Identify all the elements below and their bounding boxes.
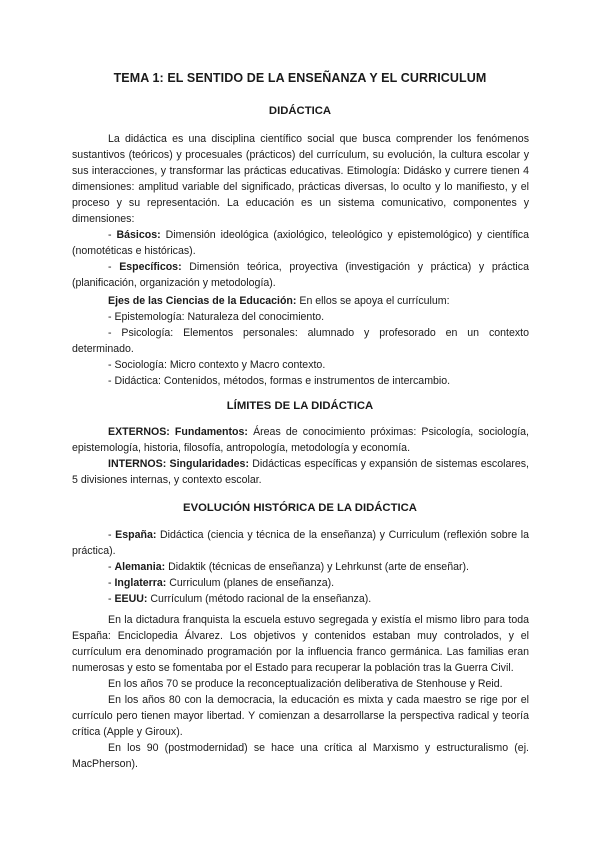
externos-label: EXTERNOS: Fundamentos: <box>108 426 248 438</box>
history-block <box>72 612 529 772</box>
history-paragraph: En los 90 (postmodernidad) se hace una crítica al Marxismo y estructuralismo (ej. MacPherson). <box>72 742 529 770</box>
history-paragraph: En los años 80 con la democracia, la educación es mixta y cada maestro se rige por el currículo pero tienen mayor libertad. Y comienzan a desarrollarse la perspectiva radical y teoría crítica (Apple y Giroux). <box>72 694 529 738</box>
basicos-text: Dimensión ideológica (axiológico, teleológico y epistemológico) y científica (nomotéticas e históricas). <box>72 229 529 257</box>
ejes-item: - Didáctica: Contenidos, métodos, formas e instrumentos de intercambio. <box>108 375 451 387</box>
ejes-item: - Psicología: Elementos personales: alumnado y profesorado en un contexto determinado. <box>72 327 529 355</box>
history-paragraph: En la dictadura franquista la escuela estuvo segregada y existía el mismo libro para toda España: Enciclopedia Álvarez. Los objetivos y contenidos estaban muy controlados, y el currículum era denominado programación por la influencia franco germánica. Las familias eran numerosas y esto se fomentaba por el Estado para recuperar la población tras la Guerra Civil. <box>72 614 529 674</box>
especificos-text: Dimensión teórica, proyectiva (investigación y práctica) y práctica (planificación, organización y metodología). <box>72 261 529 289</box>
internos-item <box>72 456 529 488</box>
country-item: - EEUU: Currículum (método racional de la enseñanza). <box>108 593 372 605</box>
heading-limites: LÍMITES DE LA DIDÁCTICA <box>226 400 374 412</box>
ejes-label: Ejes de las Ciencias de la Educación: <box>108 295 297 307</box>
country-item: - Inglaterra: Curriculum (planes de enseñanza). <box>108 577 335 589</box>
country-item: - España: Didáctica (ciencia y técnica de la enseñanza) y Curriculum (reflexión sobre la práctica). <box>72 529 529 557</box>
country-text: Curriculum (planes de enseñanza). <box>169 577 335 589</box>
didactica-block <box>72 131 529 291</box>
ejes-item: - Epistemología: Naturaleza del conocimiento. <box>108 311 325 323</box>
ejes-item: - Sociología: Micro contexto y Macro contexto. <box>108 359 326 371</box>
country-text: Currículum (método racional de la enseñanza). <box>150 593 372 605</box>
country-item: - Alemania: Didaktik (técnicas de enseñanza) y Lehrkunst (arte de enseñar). <box>108 561 469 573</box>
country-text: Didaktik (técnicas de enseñanza) y Lehrkunst (arte de enseñar). <box>168 561 469 573</box>
heading-didactica: DIDÁCTICA <box>268 105 332 117</box>
heading-evolucion: EVOLUCIÓN HISTÓRICA DE LA DIDÁCTICA <box>183 502 417 514</box>
ejes-block <box>72 293 529 389</box>
country-label: Alemania: <box>114 561 166 573</box>
ejes-intro <box>72 293 529 309</box>
internos-text: Didácticas específicas y expansión de sistemas escolares, 5 divisiones internas, y contexto escolar. <box>72 458 529 486</box>
externos-item <box>72 424 529 456</box>
history-paragraph: En los años 70 se produce la reconceptualización deliberativa de Stenhouse y Reid. <box>108 678 503 690</box>
country-label: España: <box>115 529 157 541</box>
basicos-item: - Básicos: Dimensión ideológica (axiológico, teleológico y epistemológico) y científica (nomotéticas e históricas). <box>72 229 529 257</box>
country-label: Inglaterra: <box>114 577 167 589</box>
page-title: TEMA 1: EL SENTIDO DE LA ENSEÑANZA Y EL CURRICULUM <box>113 71 487 85</box>
country-text: Didáctica (ciencia y técnica de la enseñanza) y Curriculum (reflexión sobre la práctica). <box>72 529 529 557</box>
especificos-item: - Específicos: Dimensión teórica, proyectiva (investigación y práctica) y práctica (planificación, organización y metodología). <box>72 261 529 289</box>
country-label: EEUU: <box>114 593 148 605</box>
internos-label: INTERNOS: Singularidades: <box>108 458 249 470</box>
countries-block <box>72 527 529 607</box>
limites-block <box>72 424 529 488</box>
ejes-text: En ellos se apoya el currículum: <box>299 295 450 307</box>
didactica-intro: La didáctica es una disciplina científico social que busca comprender los fenómenos sustantivos (teóricos) y procesuales (prácticos) del currículum, su evolución, la cultura escolar y sus interacciones, y transformar las prácticas educativas. Etimología: Didásko y currere tienen 4 dimensiones: amplitud variable del significado, prácticas diversas, lo oculto y lo manifiesto, y el proceso y su representación. La educación es un sistema comunicativo, componentes y dimensiones: <box>72 133 529 225</box>
especificos-label: Específicos: <box>119 261 182 273</box>
basicos-label: Básicos: <box>116 229 161 241</box>
externos-text: Áreas de conocimiento próximas: Psicología, sociología, epistemología, historia, filosofía, antropología, metodología y economía. <box>72 426 529 454</box>
